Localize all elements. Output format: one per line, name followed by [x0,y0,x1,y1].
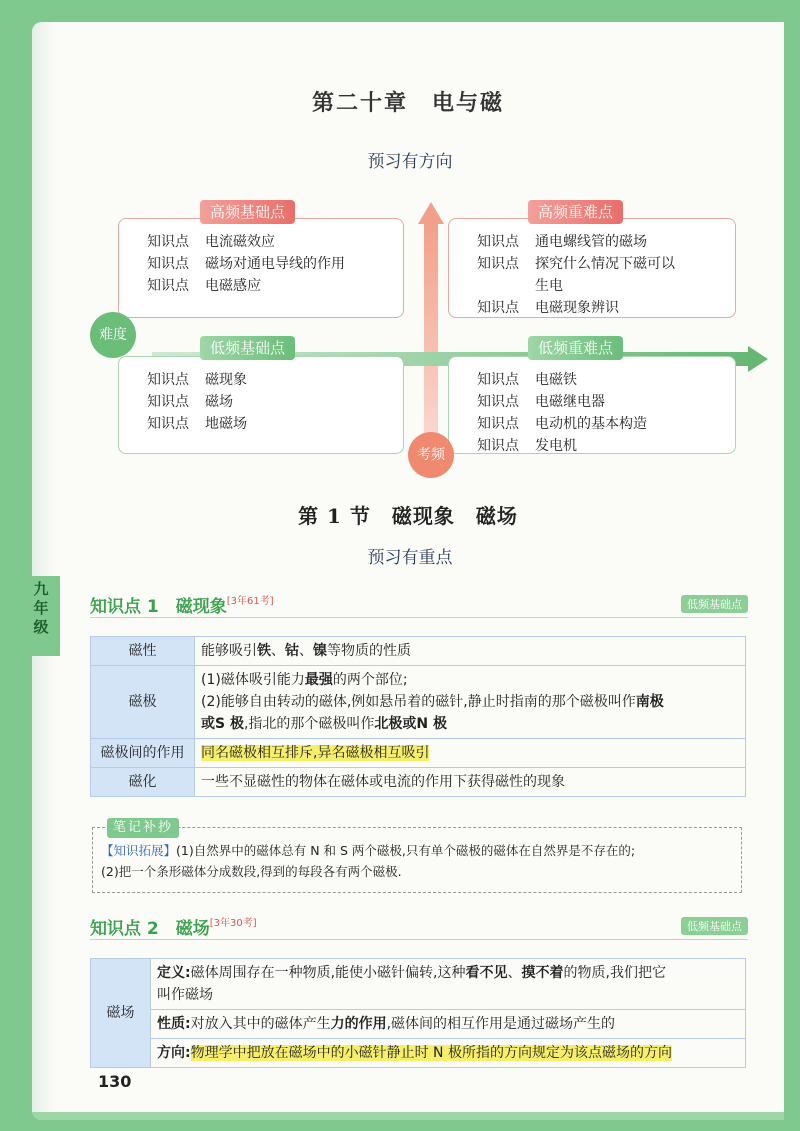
kp2-badge: 低频基础点 [681,917,748,935]
tag-low-basic: 低频基础点 [200,336,295,360]
kp2-title: 知识点 2 磁场[3年30考] [90,918,257,939]
preview-direction-banner: 预习有方向 [350,148,470,176]
row-value: 方向:物理学中把放在磁场中的小磁针静止时 N 极所指的方向规定为该点磁场的方向 [151,1039,746,1068]
quadrant-high-hard: 知识点 通电螺线管的磁场 知识点 探究什么情况下磁可以 生电 知识点 电磁现象辨识 [448,218,736,318]
frequency-label: 考频 [408,432,454,478]
table-row [91,1010,746,1039]
row-head: 磁性 [91,637,195,666]
row-head: 磁场 [91,959,151,1068]
notes-line: (2)把一个条形磁体分成数段,得到的每段各有两个磁极. [101,864,402,879]
table-row [91,637,746,666]
textbook-page [32,22,784,1120]
page-number: 130 [98,1072,132,1091]
row-value: 能够吸引铁、钴、镍等物质的性质 [195,637,746,666]
notes-line: (1)自然界中的磁体总有 N 和 S 两个磁极,只有单个磁极的磁体在自然界是不存在的; [176,843,636,858]
kp2-header [90,914,748,940]
quadrant-low-hard: 知识点 电磁铁 知识点 电磁继电器 知识点 电动机的基本构造 知识点 发电机 [448,356,736,454]
tag-low-hard: 低频重难点 [528,336,623,360]
frequency-axis-arrow [418,202,444,224]
table-row [91,1039,746,1068]
row-value: 定义:磁体周围存在一种物质,能使小磁针偏转,这种看不见、摸不着的物质,我们把它 叫作磁场 [151,959,746,1010]
notes-box [92,820,742,893]
kp2-table [90,958,746,1068]
section-title: 第 1 节 磁现象 磁场 [298,504,518,528]
table-row [91,768,746,797]
kp1-header [90,592,748,618]
grade-tab: 九年级 [22,576,60,656]
table-row [91,959,746,1010]
quadrant-high-basic: 知识点 电流磁效应 知识点 磁场对通电导线的作用 知识点 电磁感应 [118,218,404,318]
kp1-table [90,636,746,797]
row-value: 性质:对放入其中的磁体产生力的作用,磁体间的相互作用是通过磁场产生的 [151,1010,746,1039]
row-head: 磁极间的作用 [91,739,195,768]
notes-label: 【知识拓展】 [101,843,177,858]
table-row [91,666,746,739]
tag-high-hard: 高频重难点 [528,200,623,224]
kp1-badge: 低频基础点 [681,595,748,613]
row-head: 磁化 [91,768,195,797]
preview-focus-banner: 预习有重点 [350,544,470,572]
row-value: 一些不显磁性的物体在磁体或电流的作用下获得磁性的现象 [195,768,746,797]
notes-tag: 笔记补抄 [107,818,179,838]
page-spine-shadow [32,22,54,1120]
difficulty-label: 难度 [90,312,136,358]
row-value: 同名磁极相互排斥,异名磁极相互吸引 [195,739,746,768]
tag-high-basic: 高频基础点 [200,200,295,224]
quadrant-low-basic: 知识点 磁现象 知识点 磁场 知识点 地磁场 [118,356,404,454]
bottom-band [32,1112,784,1120]
chapter-title: 第二十章 电与磁 [311,91,504,116]
kp1-title: 知识点 1 磁现象[3年61考] [90,596,274,617]
table-row [91,739,746,768]
difficulty-axis-arrow [748,346,768,372]
row-head: 磁极 [91,666,195,739]
row-value: (1)磁体吸引能力最强的两个部位; (2)能够自由转动的磁体,例如悬吊着的磁针,静止时指南的那个磁极叫作南极 或S 极,指北的那个磁极叫作北极或N 极 [195,666,746,739]
